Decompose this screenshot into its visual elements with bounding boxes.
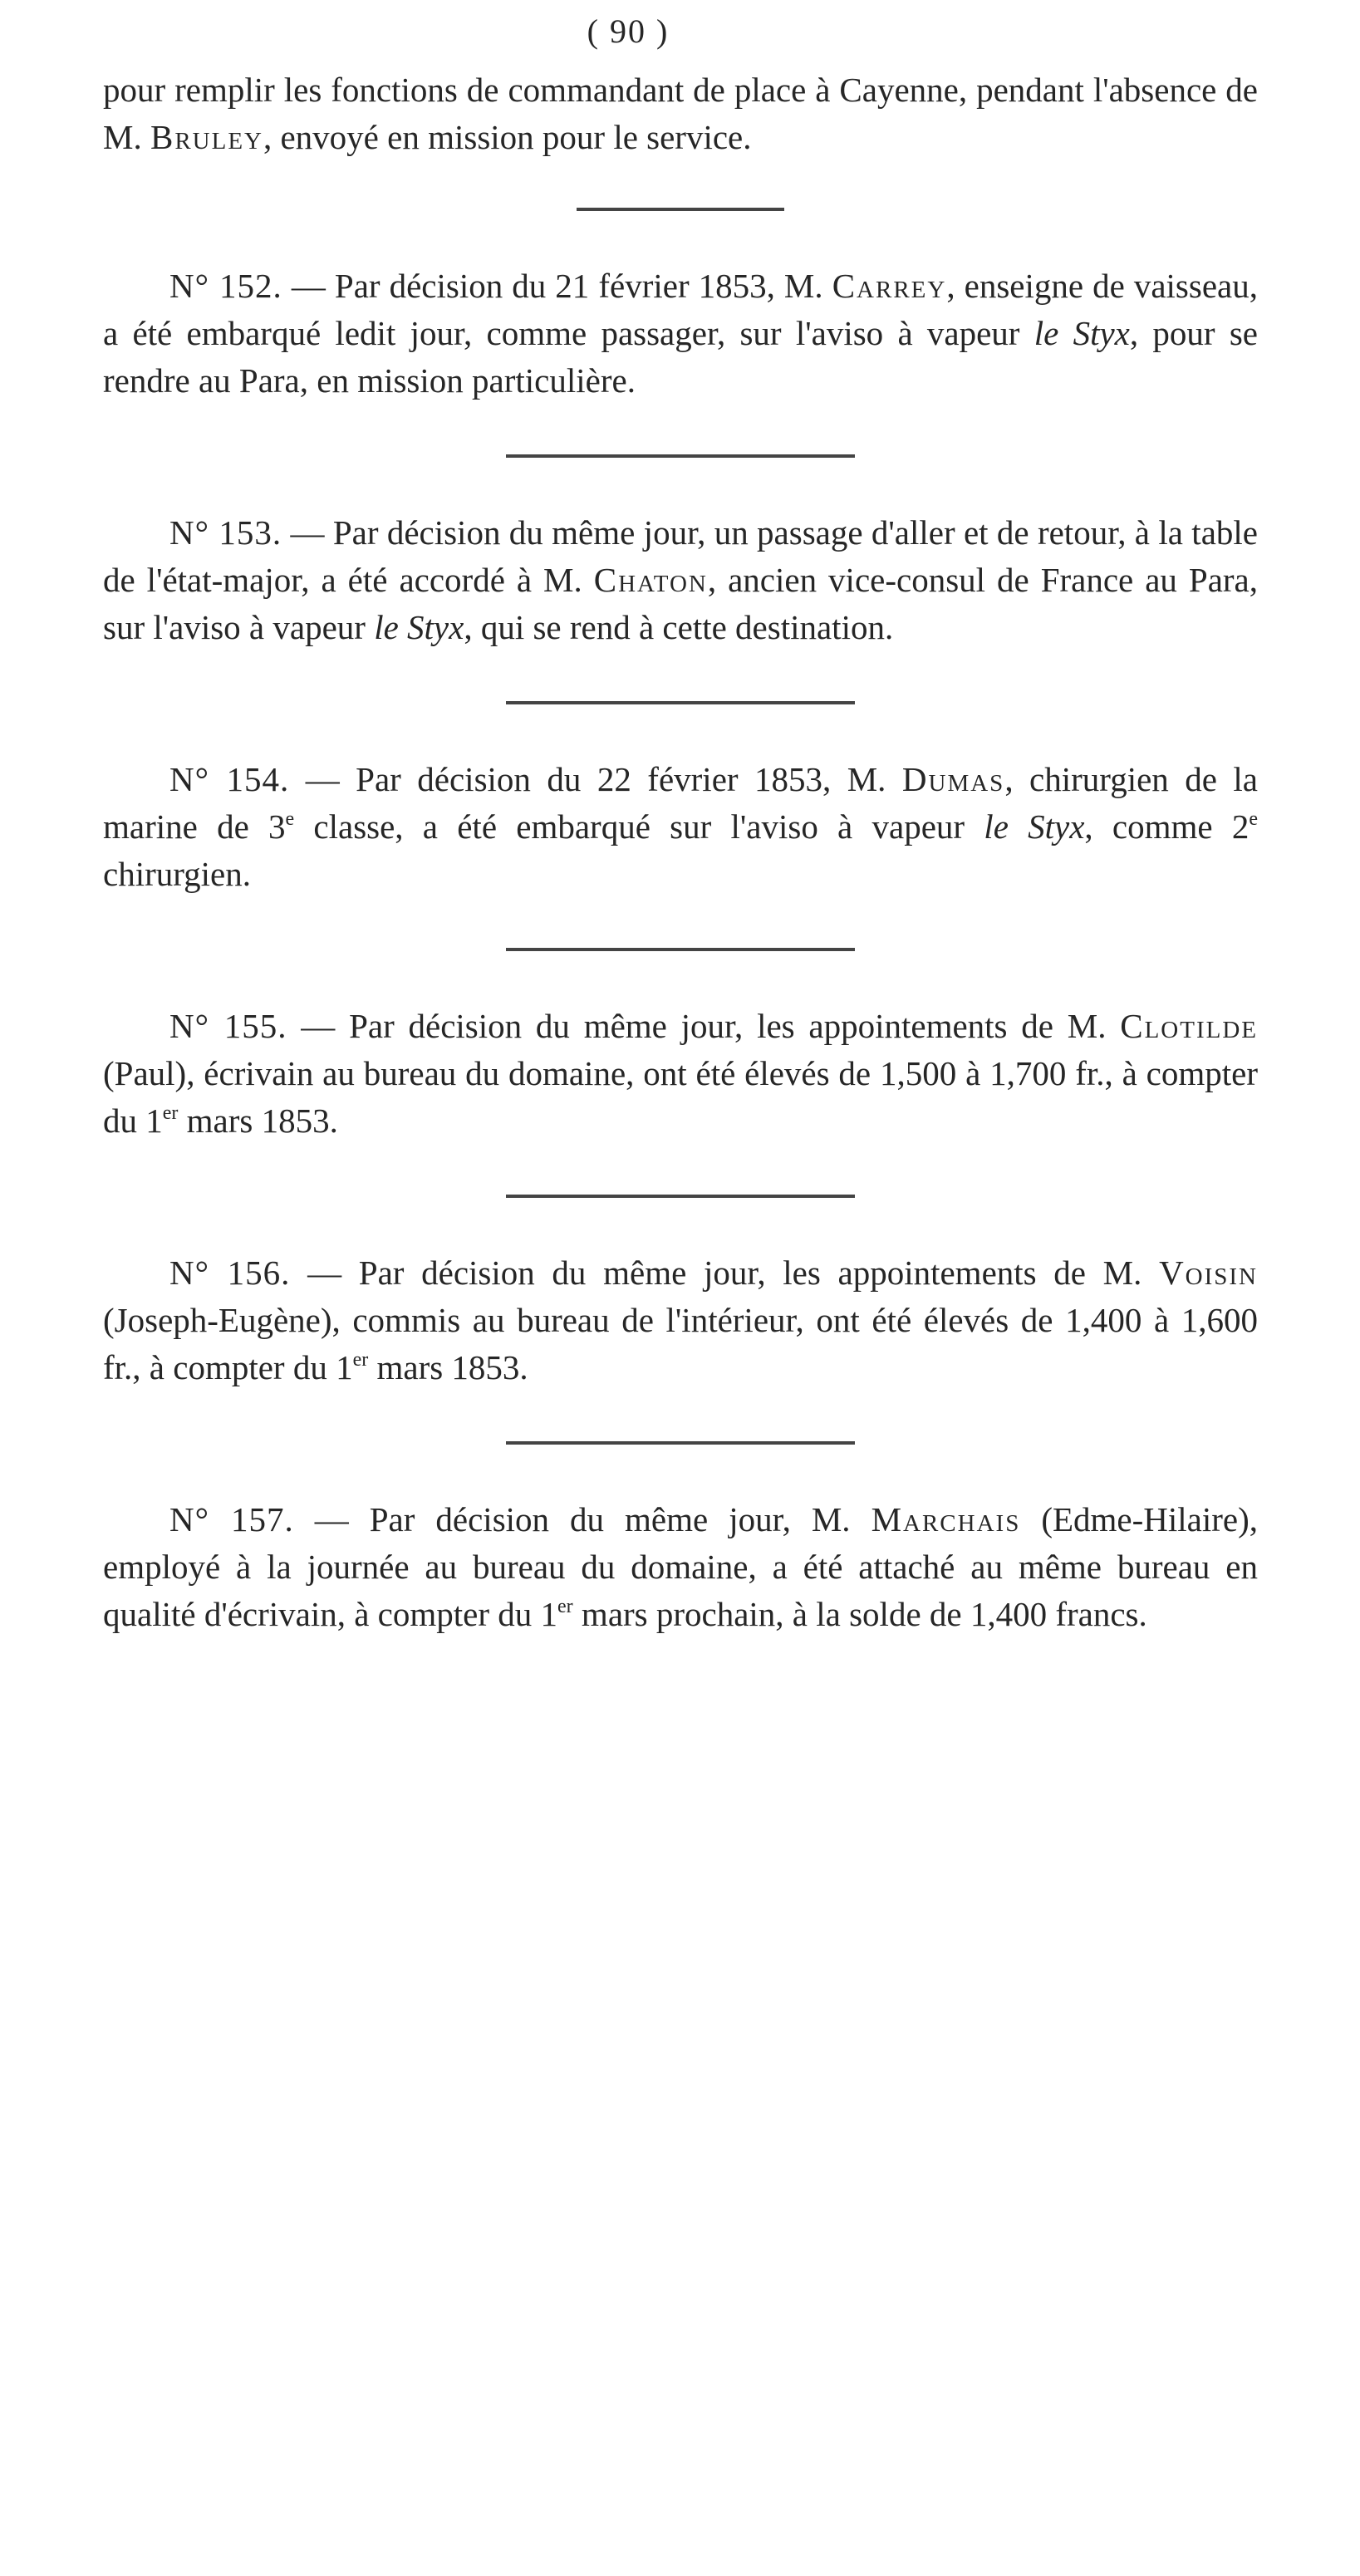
entry-155 [103,1003,1258,1145]
person-name: Chaton [593,561,708,599]
entry-text: — Par décision du 22 février 1853, M. [289,760,902,798]
entry-number: N° 154. [169,760,290,798]
entry-text: mars prochain, à la solde de 1,400 francs. [572,1595,1147,1633]
ship-name: le Styx [984,807,1085,846]
entry-text: (Joseph-Eugène), commis au bureau de l'intérieur, ont été élevés de 1,400 à 1,600 fr., à compter du 1 [103,1301,1258,1386]
entry-text: (Paul), écrivain au bureau du domaine, ont été élevés de 1,500 à 1,700 fr., à compter du 1 [103,1054,1258,1140]
separator-rule [506,701,855,704]
separator-rule [506,1441,855,1445]
entry-text: — Par décision du même jour, les appointements de M. [287,1007,1121,1045]
entry-number: N° 153. [169,513,282,552]
page-number: ( 90 ) [587,12,670,50]
entry-text: , qui se rend à cette destination. [464,608,894,646]
intro-paragraph [103,66,1258,161]
person-name: Carrey [832,267,947,305]
person-name: Dumas [901,760,1005,798]
entry-text: mars 1853. [368,1348,528,1386]
entry-text: chirurgien. [103,855,251,893]
separator-rule [506,948,855,951]
entry-154 [103,756,1258,898]
entry-number: N° 152. [169,267,282,305]
person-name: Voisin [1159,1254,1258,1292]
entry-text: , comme 2 [1084,807,1250,846]
superscript: er [557,1596,573,1617]
entry-text: , ancien vice-consul de France au Para, sur l'aviso à vapeur [103,561,1259,646]
superscript: e [285,808,295,830]
text-column [103,66,1258,1638]
intro-text: pour remplir les fonctions de commandant de place à Cayenne, pendant l'absence de M. [103,71,1258,156]
entry-text: — Par décision du même jour, les appointements de M. [290,1254,1160,1292]
entry-text: — Par décision du 21 février 1853, M. [282,267,832,305]
entry-text: — Par décision du même jour, M. [293,1500,871,1538]
separator-rule [577,208,784,211]
superscript: er [352,1349,369,1371]
entry-156 [103,1249,1258,1391]
superscript: e [1249,808,1258,830]
superscript: er [162,1102,179,1124]
intro-text-end: , envoyé en mission pour le service. [263,118,752,156]
separator-rule [506,454,855,458]
ship-name: le Styx [1034,314,1130,352]
entry-text: , chirurgien de la marine de 3 [103,760,1259,846]
entry-text: — Par décision du même jour, un passage d'aller et de retour, à la table de l'état-major, a été accordé à M. [103,513,1258,599]
entry-text: , pour se rendre au Para, en mission particulière. [103,314,1258,400]
ship-name: le Styx [374,608,464,646]
entry-157 [103,1496,1258,1638]
person-name: Bruley [150,118,263,156]
entry-text: (Edme-Hilaire), employé à la journée au bureau du domaine, a été attaché au même bureau en qualité d'écrivain, à compter du 1 [103,1500,1258,1633]
person-name: Marchais [871,1500,1021,1538]
entry-152 [103,263,1258,405]
separator-rule [506,1195,855,1198]
entry-text: mars 1853. [178,1102,338,1140]
entry-number: N° 156. [169,1254,291,1292]
entry-number: N° 155. [169,1007,287,1045]
entry-text: , enseigne de vaisseau, a été embarqué ledit jour, comme passager, sur l'aviso à vapeur [103,267,1258,352]
entry-text: classe, a été embarqué sur l'aviso à vapeur [294,807,984,846]
entry-number: N° 157. [169,1500,294,1538]
entry-153 [103,509,1258,651]
person-name: Clotilde [1120,1007,1258,1045]
